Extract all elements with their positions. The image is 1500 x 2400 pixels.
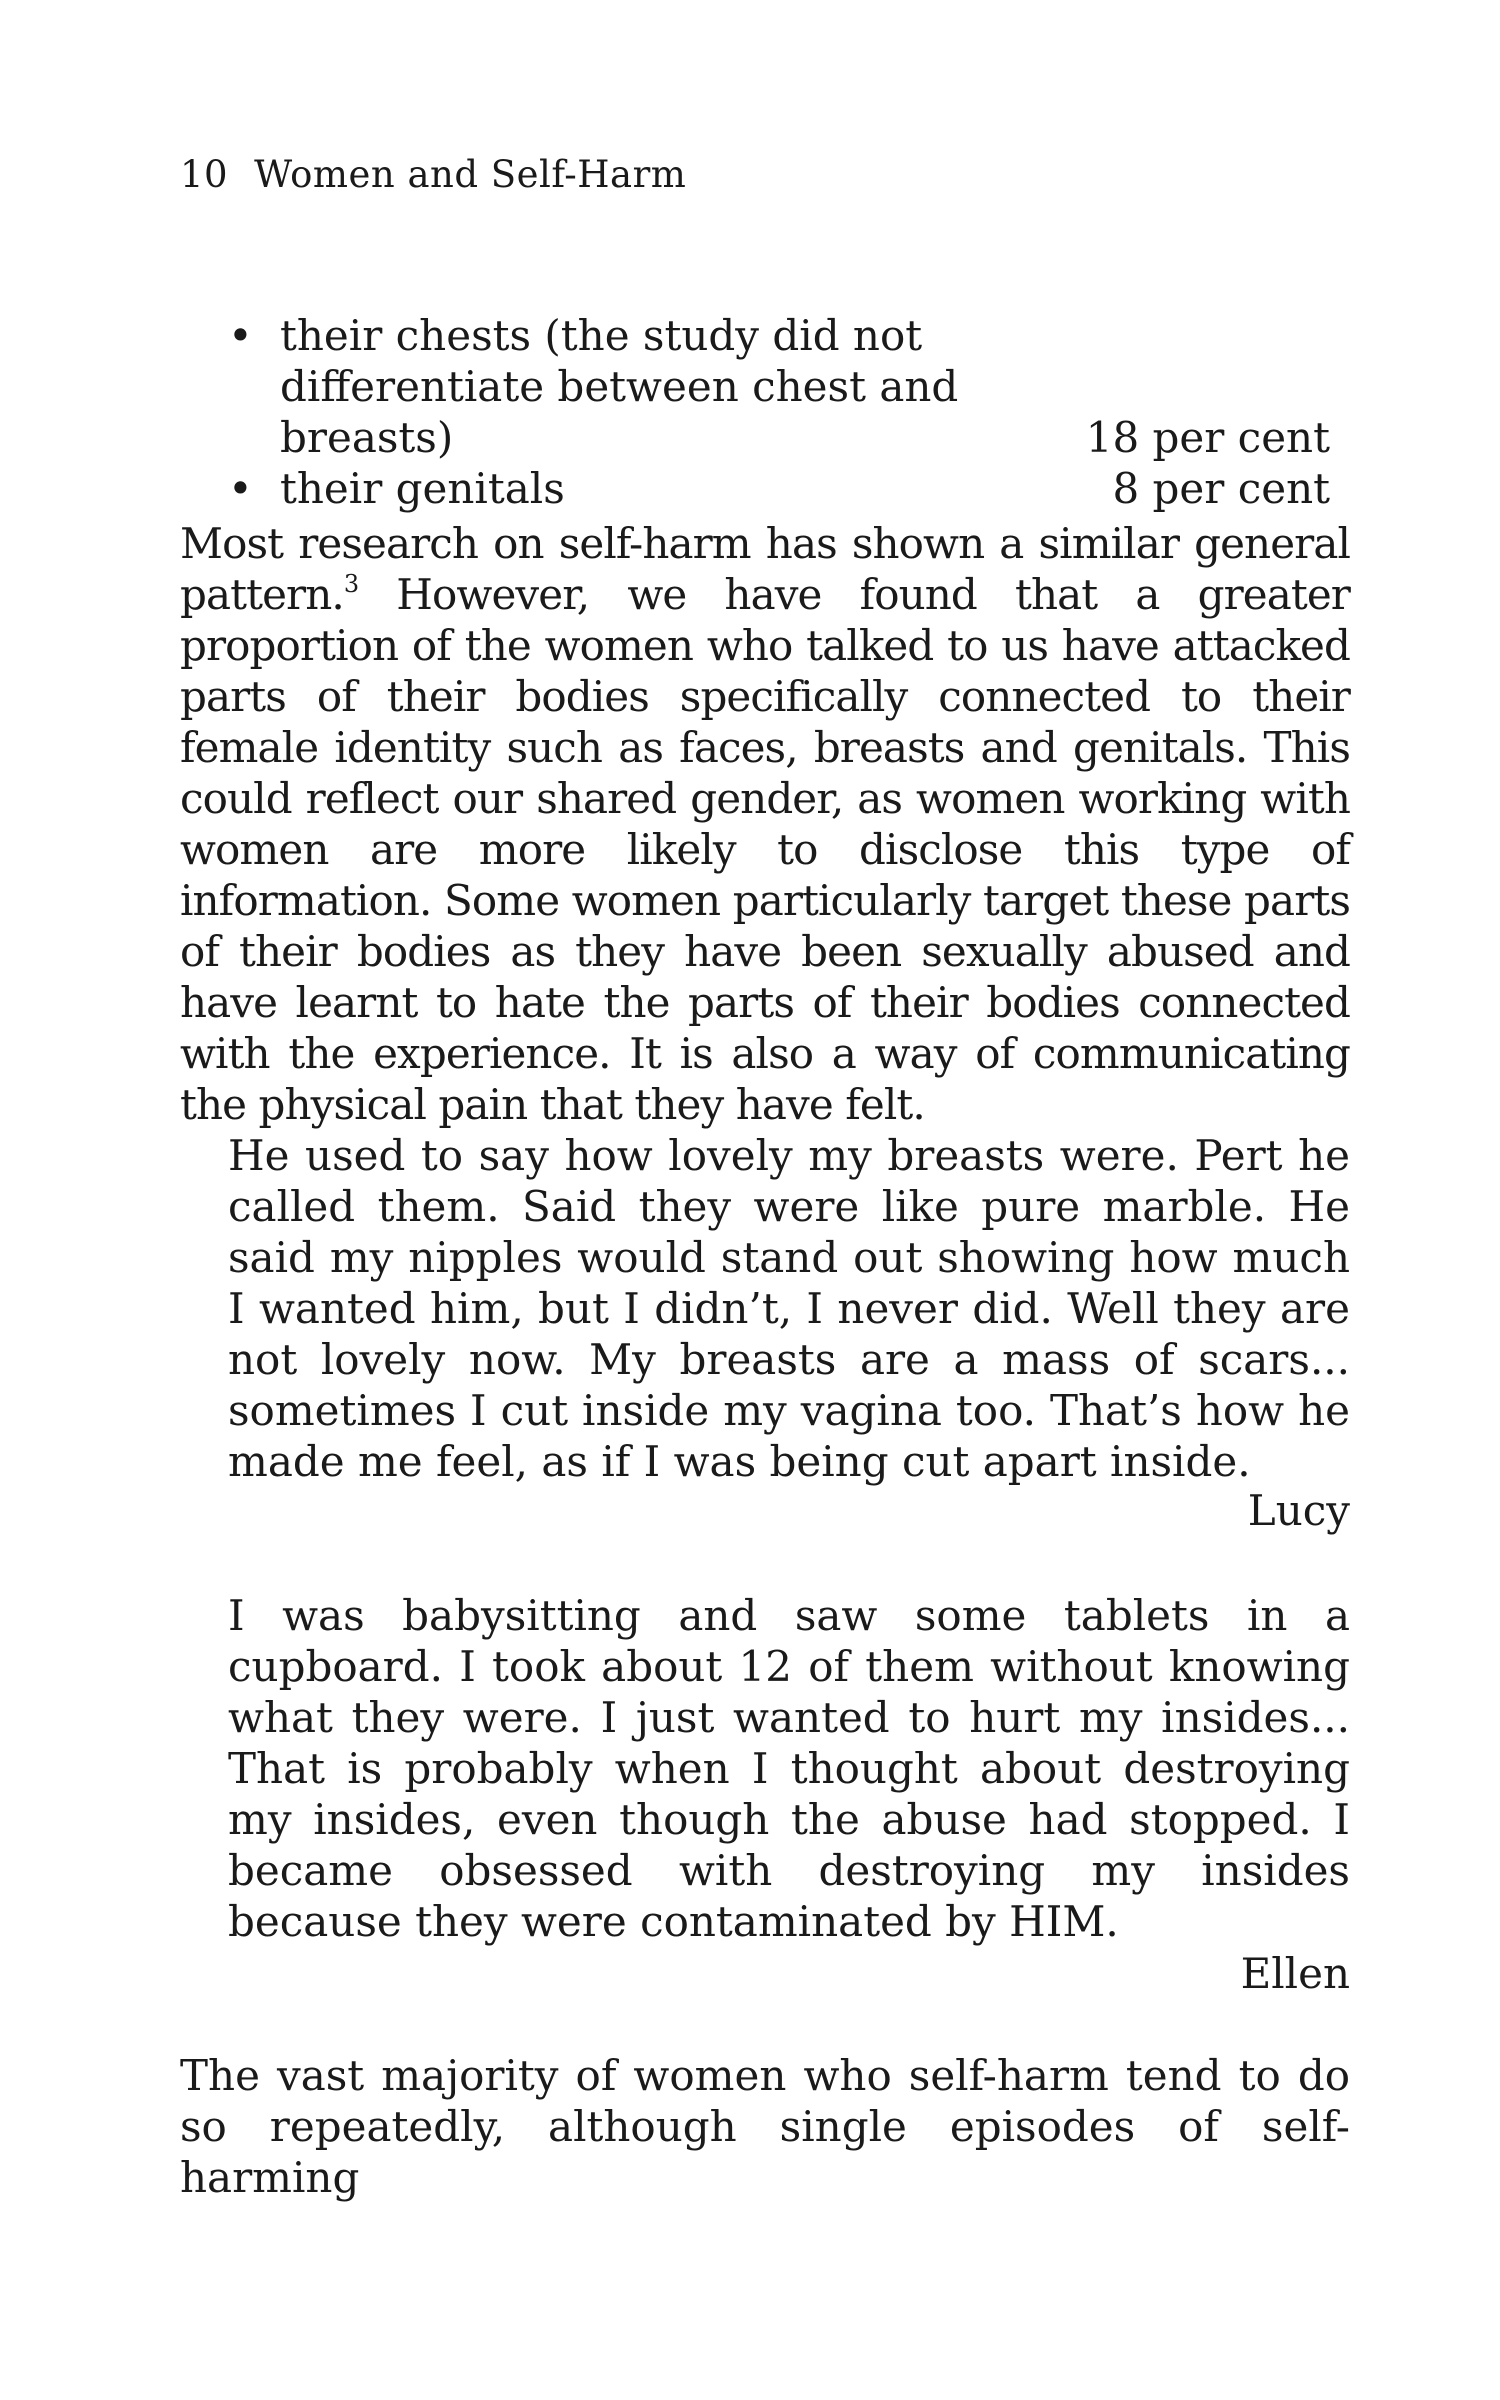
body-paragraph: The vast majority of women who self-harm tend to do so repeatedly, although single episodes of self-harming [180, 2051, 1350, 2202]
bullet-icon: • [228, 464, 253, 513]
quote-attribution: Lucy [1247, 1486, 1350, 1535]
bullet-icon: • [228, 311, 253, 360]
paragraph-text: Most research on self-harm has shown a similar general pattern. [180, 519, 1350, 619]
block-quote: He used to say how lovely my breasts were. Pert he called them. Said they were like pure marble. He said my nipples would stand out showing how much I wanted him, but I didn’t, I never did. Well they are not lovely now. My breasts are a mass of scars... sometimes I cut inside my vagina too. That’s how he made me feel, as if I was being cut apart inside. [228, 1131, 1350, 1486]
running-title: Women and Self-Harm [254, 153, 687, 196]
block-quote: I was babysitting and saw some tablets in a cupboard. I took about 12 of them without knowing what they were. I just wanted to hurt my insides... That is probably when I thought about destroying my insides, even though the abuse had stopped. I became obsessed with destroying my insides because they were contaminated by HIM. [228, 1591, 1350, 1946]
list-item [210, 463, 1330, 514]
bullet-list [210, 310, 1330, 514]
bullet-text: their genitals [280, 464, 565, 513]
page-number: 10 [180, 153, 229, 196]
running-head [180, 153, 687, 196]
quote-attribution: Ellen [1240, 1949, 1350, 1998]
footnote-marker: 3 [343, 570, 359, 598]
bullet-value: 18 per cent [1085, 413, 1330, 462]
list-item [210, 310, 1330, 463]
bullet-value: 8 per cent [1112, 464, 1330, 513]
body-paragraph [180, 518, 1350, 1130]
paragraph-text: However, we have found that a greater proportion of the women who talked to us have attacked parts of their bodies specifically connected to their female identity such as faces, breasts and genitals. This could reflect our shared gender, as women working with women are more likely to disclose this type of information. Some women particularly target these parts of their bodies as they have been sexually abused and have learnt to hate the parts of their bodies connected with the experience. It is also a way of communicating the physical pain that they have felt. [180, 570, 1350, 1129]
bullet-text: their chests (the study did not differentiate between chest and breasts) [280, 311, 959, 462]
